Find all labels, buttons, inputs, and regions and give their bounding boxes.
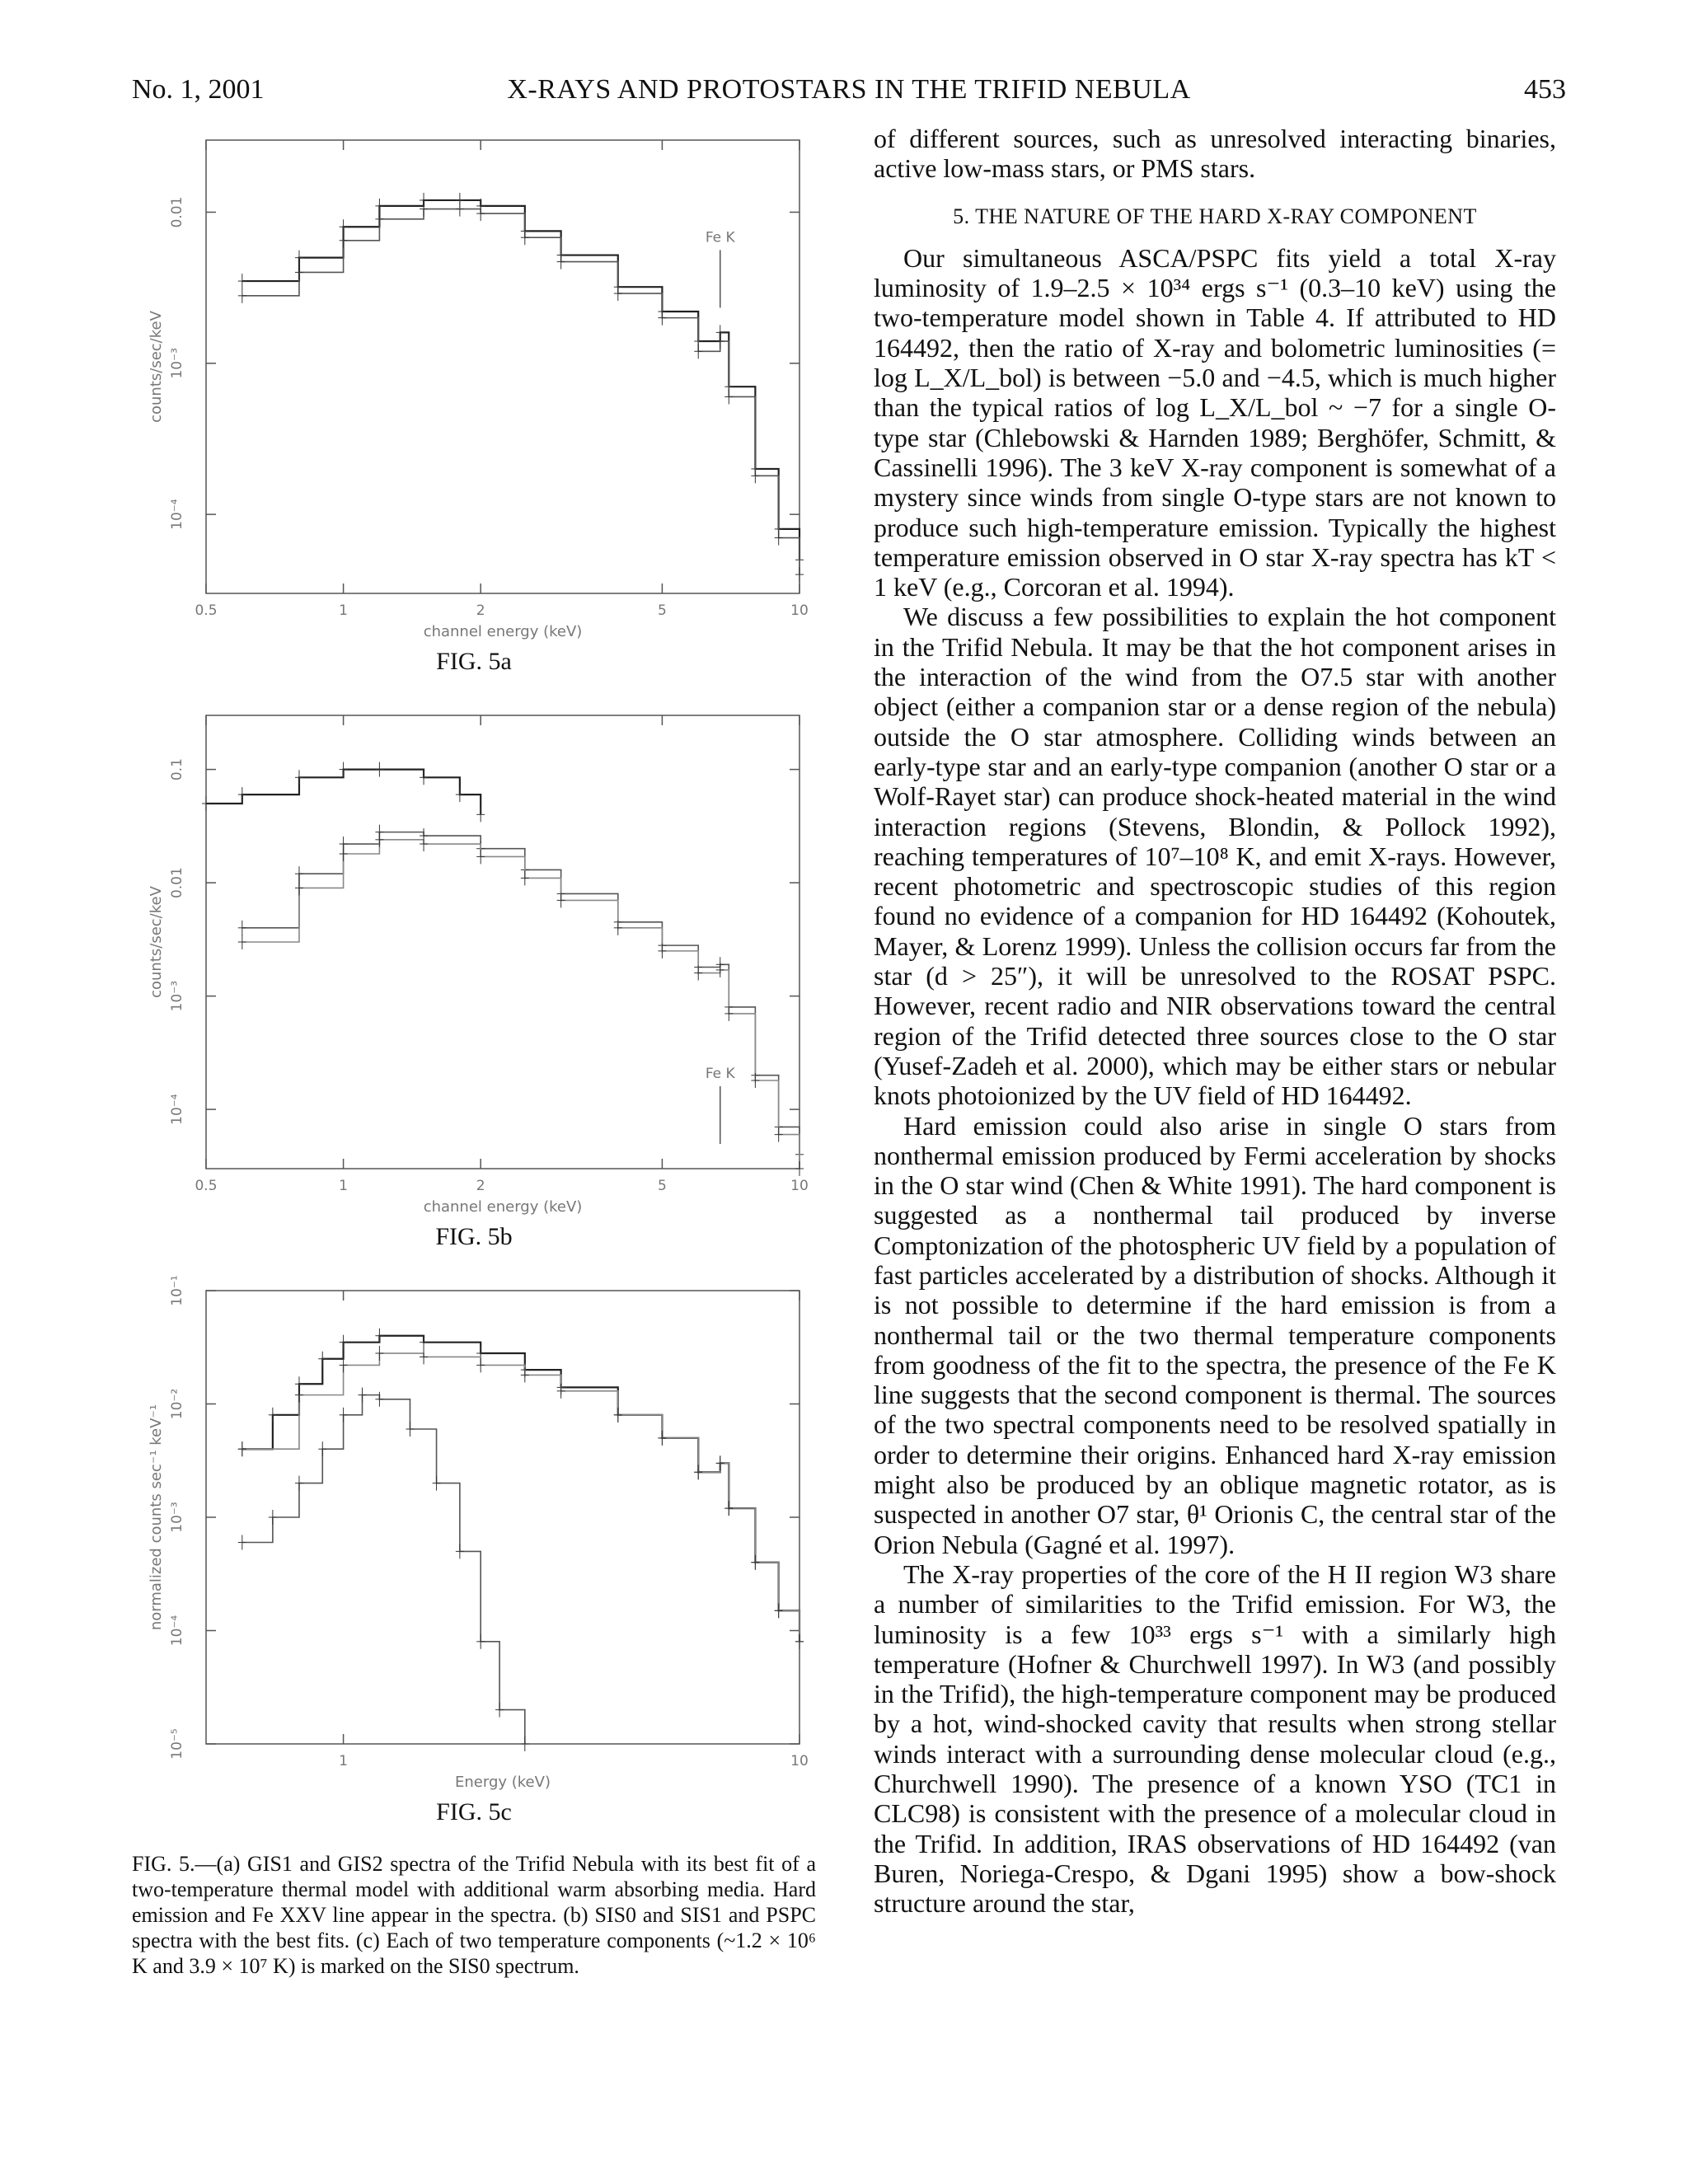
series-line <box>242 200 799 560</box>
x-axis-label: channel energy (keV) <box>423 1198 583 1216</box>
y-tick-label: 0.01 <box>169 867 185 899</box>
x-tick-label: 2 <box>476 602 485 619</box>
x-tick-label: 5 <box>657 602 667 619</box>
fe-k-annotation: Fe K <box>705 1066 735 1082</box>
y-tick-label: 10⁻⁴ <box>169 1615 185 1647</box>
y-tick-label: 10⁻⁴ <box>169 499 185 530</box>
paragraph-4: The X-ray properties of the core of the H II region W3 share a number of similarities to the Trifid emission. For W3, the luminosity is a few 10³³ ergs s⁻¹ with a similarly high temperature (Hofner & Churchwell 1997). In W3 (and possibly in the Trifid), the high-temperature component may be produced by a hot, wind-shocked cavity that results when strong stellar winds interact with a surrounding dense molecular cloud (e.g., Churchwell 1990). The presence of a known YSO (TC1 in CLC98) is consistent with the presence of a molecular cloud in the Trifid. In addition, IRAS observations of HD 164492 (van Buren, Noriega-Crespo, & Dgani 1995) show a bow-shock structure around the star, <box>874 1558 1556 1919</box>
x-tick-label: 0.5 <box>195 602 218 619</box>
y-tick-label: 10⁻³ <box>169 1502 185 1533</box>
x-axis-label: channel energy (keV) <box>423 623 583 640</box>
chart-5b <box>132 699 816 1218</box>
y-tick-label: 10⁻² <box>169 1388 185 1420</box>
series-line <box>242 1336 799 1642</box>
series-line <box>242 209 799 575</box>
y-axis-label: counts/sec/keV <box>148 886 165 998</box>
figure-5c-label: FIG. 5c <box>436 1798 512 1825</box>
figure-column <box>132 124 816 1979</box>
x-tick-label: 0.5 <box>195 1178 218 1194</box>
x-tick-label: 10 <box>790 602 809 619</box>
journal-issue: No. 1, 2001 <box>132 74 265 105</box>
caption-text: (a) GIS1 and GIS2 spectra of the Trifid Nebula with its best fit of a two-temperature thermal model with additional warm absorbing media. Hard emission and Fe XXV line appear in the spectra. (b) SIS0 and SIS1 and PSPC spectra with the best fits. (c) Each of two temperature components (~1.2 × 10⁶ K and 3.9 × 10⁷ K) is marked on the SIS0 spectrum. <box>132 1852 816 1978</box>
chart-5c <box>132 1274 816 1793</box>
paragraph-2: We discuss a few possibilities to explain the hot component in the Trifid Nebula. It may be that the hot component arises in the interaction of the wind from the O7.5 star with another object (either a companion star or a dense region of the nebula) outside the O star atmosphere. Colliding winds between an early-type star and an early-type companion (another O star or a Wolf-Rayet star) can produce shock-heated material in the wind interaction regions (Stevens, Blondin, & Pollock 1992), reaching temperatures of 10⁷–10⁸ K, and emit X-rays. However, recent photometric and spectroscopic studies of this region found no evidence of a companion for HD 164492 (Kohoutek, Mayer, & Lorenz 1999). Unless the collision occurs far from the star (d > 25″), it will be unresolved to the ROSAT PSPC. However, recent radio and NIR observations toward the central region of the Trifid detected three sources close to the O star (Yusef-Zadeh et al. 2000), which may be either stars or nebular knots photoionized by the UV field of HD 164492. <box>874 602 1556 1111</box>
y-tick-label: 0.1 <box>169 758 185 781</box>
figure-5a-label: FIG. 5a <box>436 648 512 675</box>
y-tick-label: 10⁻³ <box>169 980 185 1012</box>
x-tick-label: 1 <box>339 1178 349 1194</box>
chart-5a <box>132 124 816 643</box>
y-tick-label: 10⁻⁴ <box>169 1094 185 1125</box>
x-tick-label: 5 <box>657 1178 667 1194</box>
caption-lead: FIG. 5.— <box>132 1852 217 1876</box>
figure-5c <box>132 1274 816 1826</box>
x-tick-label: 1 <box>339 602 349 619</box>
x-tick-label: 2 <box>476 1178 485 1194</box>
series-line <box>242 1395 525 1744</box>
y-tick-label: 10⁻⁵ <box>169 1728 185 1760</box>
series-line <box>242 1353 799 1642</box>
figure-caption <box>132 1851 816 1979</box>
paragraph-1: Our simultaneous ASCA/PSPC fits yield a total X-ray luminosity of 1.9–2.5 × 10³⁴ ergs s⁻¹ (0.3–10 keV) using the two-temperature model shown in Table 4. If attributed to HD 164492, then the ratio of X-ray and bolometric luminosities (= log L_X/L_bol) is between −5.0 and −4.5, which is much higher than the typical ratios of log L_X/L_bol ~ −7 for a single O-type star (Chlebowski & Harnden 1989; Berghöfer, Schmitt, & Cassinelli 1996). The 3 keV X-ray component is somewhat of a mystery since winds from single O-type stars are not known to produce such high-temperature emission. Typically the highest temperature emission observed in O star X-ray spectra has kT < 1 keV (e.g., Corcoran et al. 1994). <box>874 242 1556 602</box>
y-tick-label: 10⁻¹ <box>169 1275 185 1306</box>
paragraph-3: Hard emission could also arise in single O stars from nonthermal emission produced by Fermi acceleration by shocks in the O star wind (Chen & White 1991). The hard component is suggested as a nonthermal tail produced by inverse Comptonization of the photospheric UV field by a population of fast particles accelerated by a distribution of shocks. Although it is not possible to determine if the hard emission is from a nonthermal tail or the two thermal temperature components from goodness of the fit to the spectra, the presence of the Fe K line suggests that the second component is thermal. The sources of the two spectral components need to be resolved spatially in order to determine their origins. Enhanced hard X-ray emission might also be produced by an oblique magnetic rotator, as is suspected in another O7 star, θ¹ Orionis C, the central star of the Orion Nebula (Gagné et al. 1997). <box>874 1110 1556 1559</box>
series-line <box>242 832 799 1155</box>
y-tick-label: 0.01 <box>169 196 185 228</box>
y-axis-label: normalized counts sec⁻¹ keV⁻¹ <box>148 1404 165 1631</box>
x-tick-label: 10 <box>790 1178 809 1194</box>
figure-5b <box>132 699 816 1251</box>
text-column <box>874 124 1556 1919</box>
series-line <box>242 840 799 1169</box>
running-title: X-RAYS AND PROTOSTARS IN THE TRIFID NEBULA <box>507 74 1191 105</box>
figure-5a <box>132 124 816 676</box>
x-tick-label: 1 <box>339 1753 349 1769</box>
y-tick-label: 10⁻³ <box>169 348 185 379</box>
fe-k-annotation: Fe K <box>705 229 735 246</box>
running-header <box>132 74 1566 115</box>
paragraph-continued: of different sources, such as unresolved interacting binaries, active low-mass stars, or PMS stars. <box>874 124 1556 184</box>
plot-frame <box>206 140 799 593</box>
x-tick-label: 10 <box>790 1753 809 1769</box>
figure-5b-label: FIG. 5b <box>435 1223 513 1250</box>
page-number: 453 <box>1524 74 1566 105</box>
y-axis-label: counts/sec/keV <box>148 311 165 423</box>
x-axis-label: Energy (keV) <box>455 1774 551 1791</box>
section-heading: 5. THE NATURE OF THE HARD X-RAY COMPONENT <box>953 204 1477 228</box>
